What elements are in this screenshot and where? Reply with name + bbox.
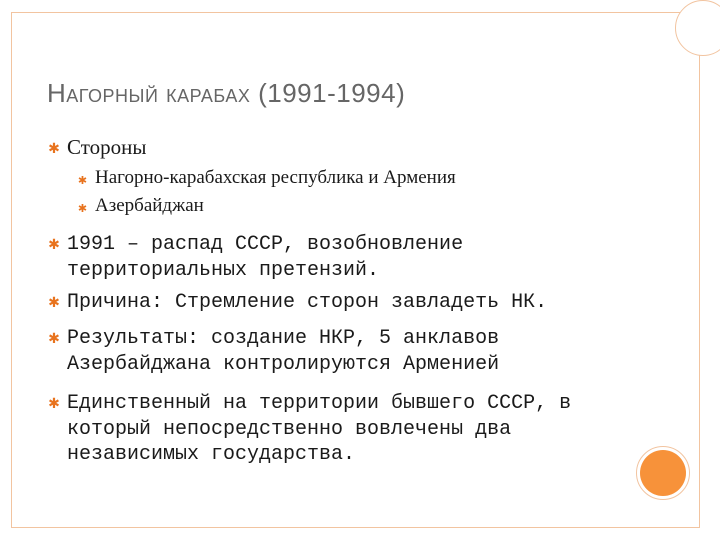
point-line: территориальных претензий. [67,258,380,282]
point-line: Азербайджана контролируются Арменией [67,352,500,376]
point-line: независимых государства. [67,443,356,466]
sides-label: Стороны [67,135,147,159]
point-line: который непосредственно вовлечены два [67,417,512,441]
orange-star-bullet-icon: ✱ [77,174,88,187]
point-text [67,326,642,377]
point-text [67,290,642,316]
point-line: Причина: Стремление сторон завладеть НК. [67,291,548,314]
orange-star-bullet-icon: ✱ [48,141,60,157]
orange-star-bullet-icon: ✱ [48,295,60,311]
point-line: 1991 – распад СССР, возобновление [67,233,464,256]
slide-title: Нагорный карабах (1991-1994) [47,78,406,108]
point-text [67,232,642,283]
orange-star-bullet-icon: ✱ [48,237,60,253]
orange-star-bullet-icon: ✱ [77,202,88,215]
point-line: Единственный на территории бывшего СССР, в [67,392,572,415]
point-text [67,391,642,468]
orange-star-bullet-icon: ✱ [48,396,60,412]
orange-star-bullet-icon: ✱ [48,331,60,347]
sub-item-label: Нагорно-карабахская республика и Армения [95,167,456,188]
decorative-orange-circle [640,450,686,496]
sub-item-label: Азербайджан [95,195,204,216]
point-line: Результаты: создание НКР, 5 анклавов [67,327,500,350]
